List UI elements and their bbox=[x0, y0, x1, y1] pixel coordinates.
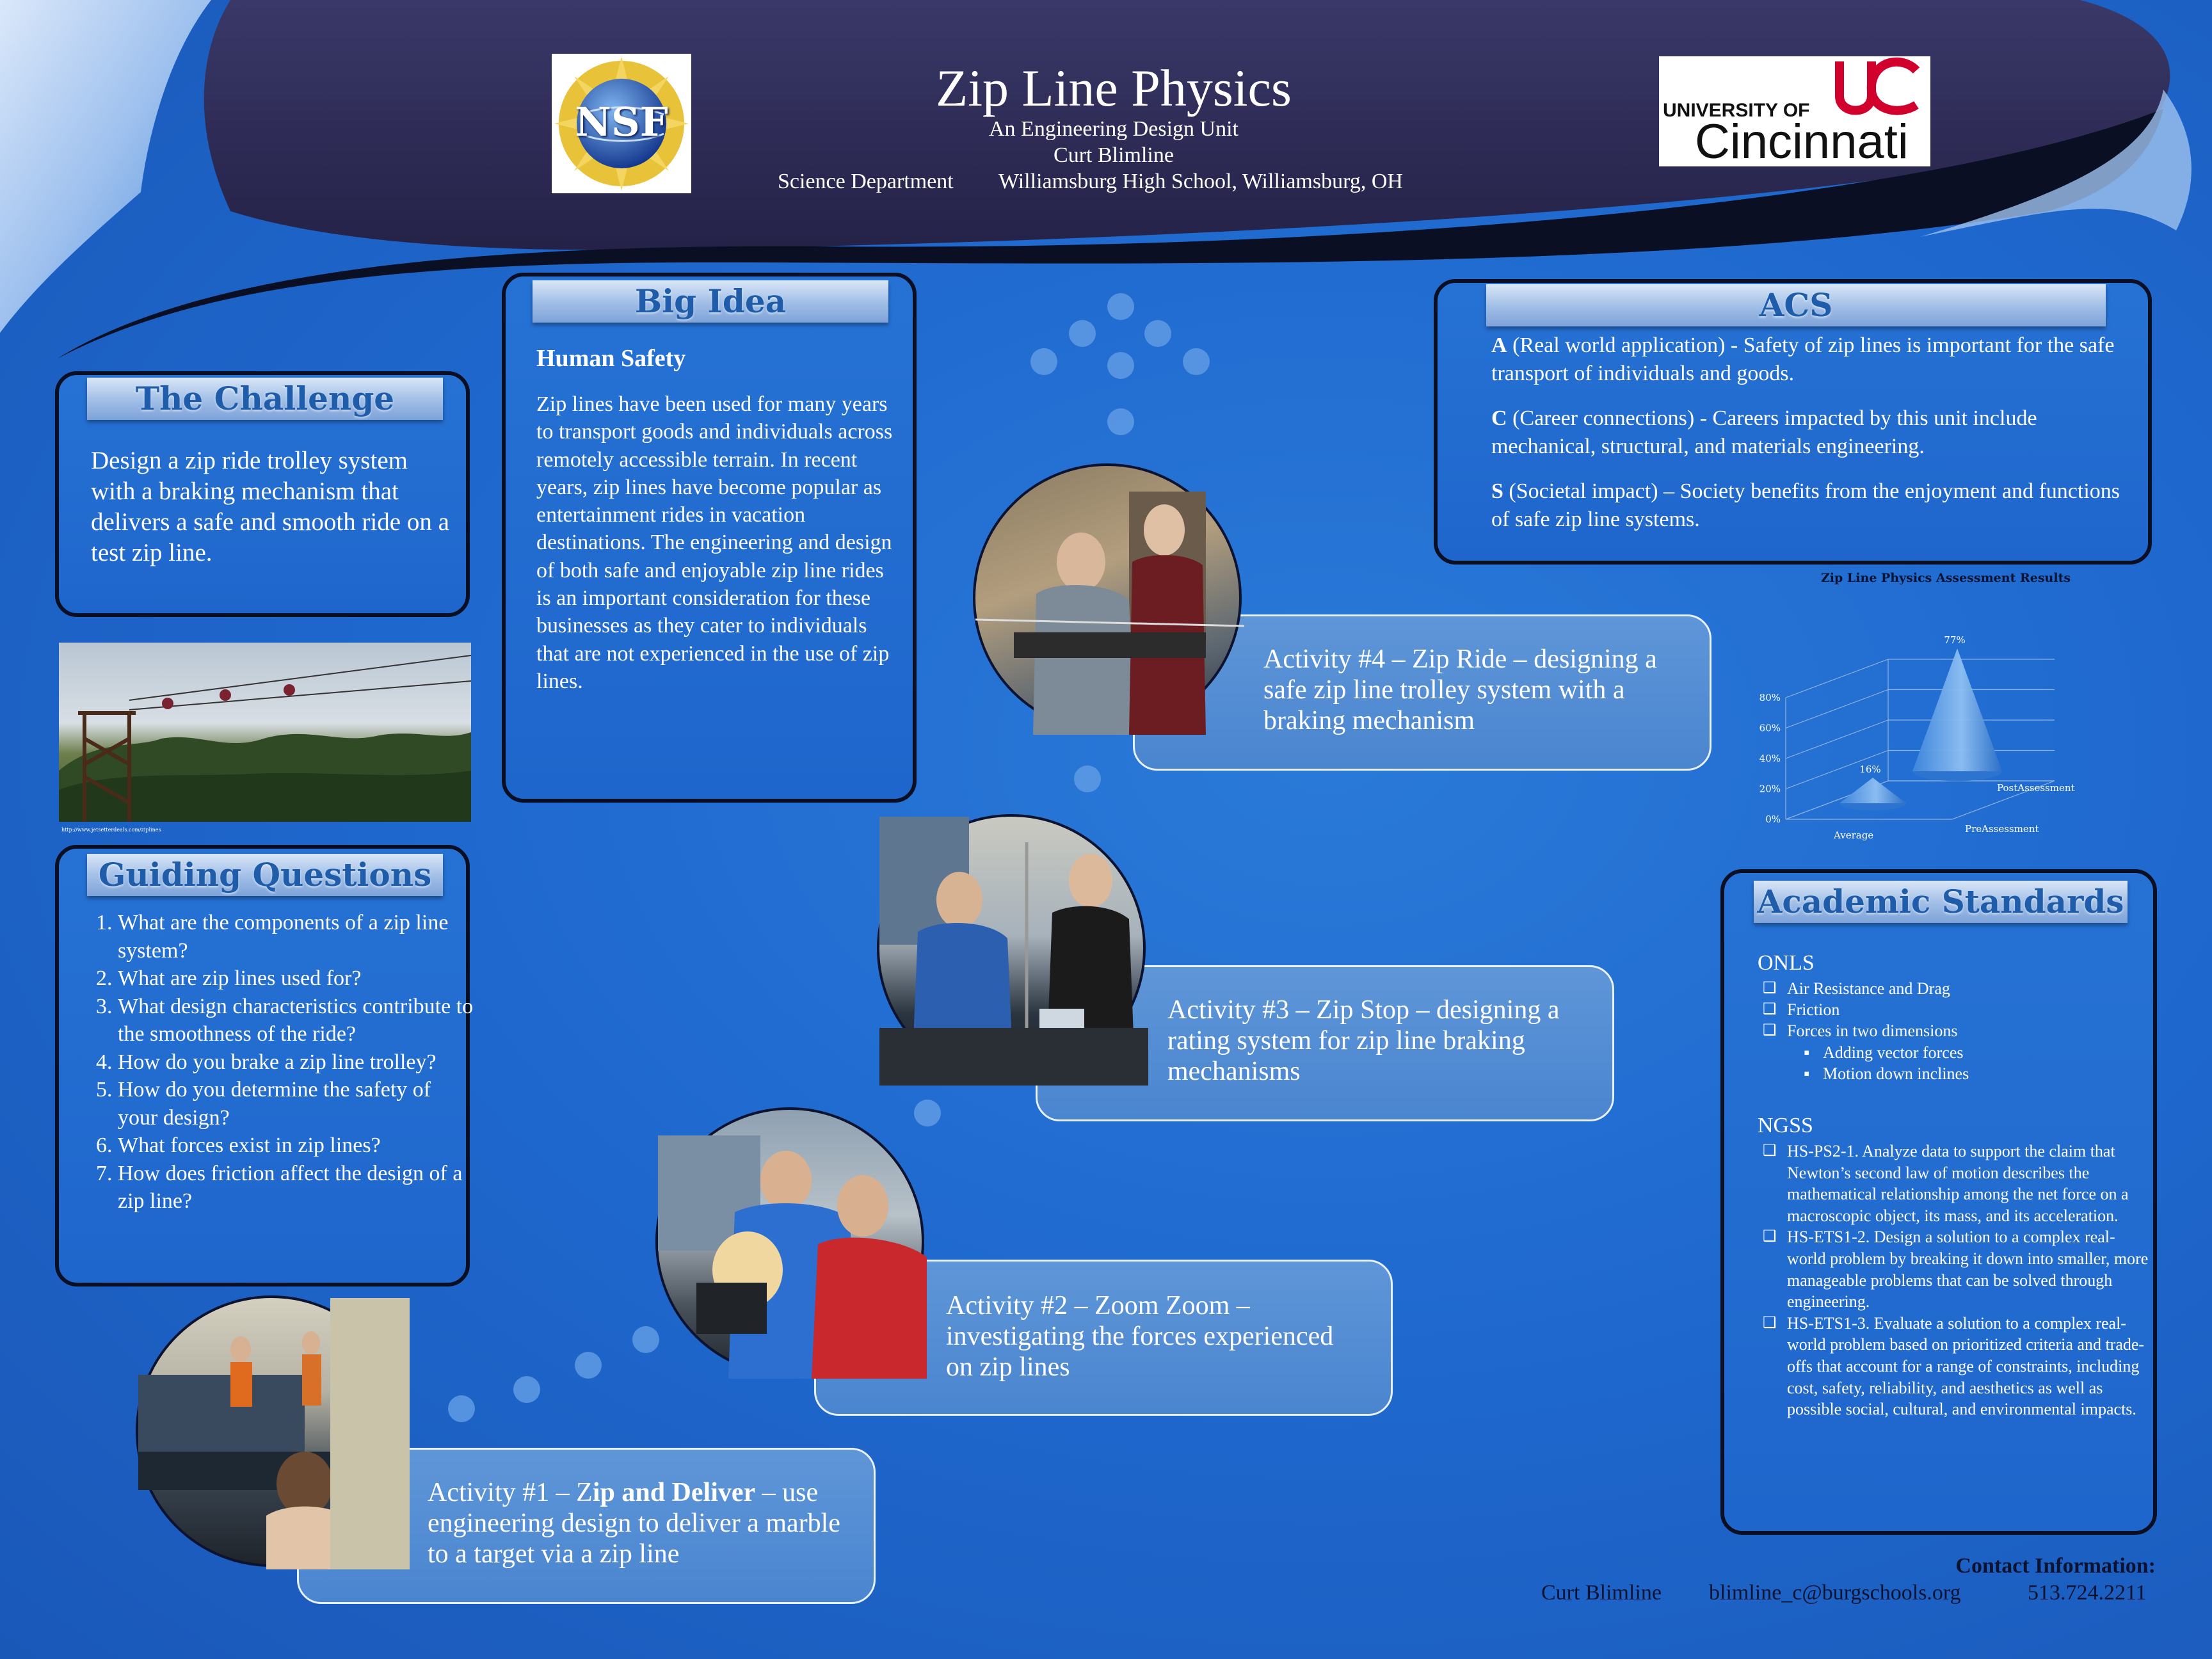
decor-dot bbox=[1107, 293, 1134, 320]
guiding-question: 2. What are zip lines used for? bbox=[118, 965, 475, 993]
onls-heading: ONLS bbox=[1758, 951, 1815, 975]
poster-subtitle: An Engineering Design Unit bbox=[989, 117, 1238, 141]
activity-4-text: Activity #4 – Zip Ride – designing a safe zip line trolley system with a braking mechanism bbox=[1263, 645, 1657, 735]
decor-dot bbox=[1144, 320, 1171, 347]
challenge-body: Design a zip ride trolley system with a braking mechanism that delivers a safe and smooth ride on a test zip line. bbox=[91, 447, 449, 566]
students-photo-icon bbox=[879, 817, 1148, 1086]
chart-category-label: PostAssessment bbox=[1997, 782, 2075, 794]
guiding-question: 4. How do you brake a zip line trolley? bbox=[118, 1048, 475, 1077]
decor-dot bbox=[1069, 320, 1096, 347]
decor-dot bbox=[1074, 765, 1101, 792]
activity-1-desc: use engineering design to deliver a marble to a target via a zip line bbox=[428, 1478, 840, 1569]
guiding-question: 5. How do you determine the safety of your design? bbox=[118, 1076, 475, 1132]
contact-name: Curt Blimline bbox=[1541, 1581, 1662, 1605]
onls-item: ❑ Forces in two dimensions bbox=[1787, 1020, 2145, 1041]
decor-dot bbox=[1107, 408, 1134, 435]
poster-title: Zip Line Physics bbox=[936, 59, 1292, 117]
classroom-photo-icon bbox=[138, 1298, 410, 1569]
activity-1-label: Activity #1 – Z bbox=[428, 1478, 593, 1507]
activity-2-photo bbox=[655, 1107, 924, 1376]
uc-logo-bottom: Cincinnati bbox=[1695, 115, 1909, 169]
decor-dot bbox=[1107, 352, 1134, 379]
contact-email[interactable]: blimline_c@burgschools.org bbox=[1709, 1581, 1961, 1605]
activity-1-photo bbox=[136, 1295, 407, 1567]
guiding-question: 1. What are the components of a zip line system? bbox=[118, 909, 475, 965]
students-photo-icon bbox=[658, 1110, 927, 1379]
big-idea-heading: Human Safety bbox=[536, 345, 686, 372]
activity-3-photo bbox=[877, 814, 1146, 1083]
ngss-list bbox=[1761, 1141, 2152, 1420]
acs-text: (Career connections) - Careers impacted by this unit include mechanical, structural, and materials engineering. bbox=[1491, 406, 2037, 458]
chart-category-label: PreAssessment bbox=[1965, 823, 2039, 835]
activity-1-name: ip and Deliver bbox=[592, 1478, 756, 1507]
acs-title: ACS bbox=[1486, 284, 2106, 326]
activity-2-text: Activity #2 – Zoom Zoom – investigating the forces experienced on zip lines bbox=[946, 1291, 1334, 1382]
guiding-question: 7. How does friction affect the design of a zip line? bbox=[118, 1160, 475, 1215]
chart-ytick-label: 60% bbox=[1759, 722, 1781, 734]
onls-sublist bbox=[1797, 1042, 2143, 1084]
chart-ytick-label: 40% bbox=[1759, 753, 1781, 764]
zipline-photo-caption: http://www.jetsetterdeals.com/ziplines bbox=[61, 827, 161, 833]
poster-school: Williamsburg High School, Williamsburg, OH bbox=[998, 170, 1403, 193]
onls-item: ❑ Friction bbox=[1787, 999, 2145, 1020]
activity-4-photo bbox=[973, 463, 1242, 732]
challenge-title: The Challenge bbox=[87, 378, 443, 420]
decor-dot bbox=[1030, 348, 1057, 375]
big-idea-body: Zip lines have been used for many years to transport goods and individuals across remotely accessible terrain. In recent years, zip lines have become popular as entertainment rides in vacation destinations. The engineering and design of both safe and enjoyable zip line rides is an important consideration for these businesses as they cater to individuals that are not experienced in the use of zip lines. bbox=[536, 392, 893, 693]
onls-subitem: ▪ Adding vector forces bbox=[1823, 1042, 2143, 1063]
onls-list bbox=[1761, 978, 2145, 1041]
ngss-item: ❑ HS-ETS1-2. Design a solution to a complex real-world problem by breaking it down into smaller, more manageable problems that can be solved through engineering. bbox=[1787, 1226, 2152, 1312]
guiding-list bbox=[91, 909, 475, 1215]
decor-dot bbox=[575, 1352, 602, 1379]
poster-department: Science Department bbox=[778, 170, 954, 193]
acs-item bbox=[1491, 405, 2131, 461]
poster-author: Curt Blimline bbox=[1054, 143, 1174, 167]
acs-letter: A bbox=[1491, 333, 1507, 357]
acs-item bbox=[1491, 477, 2131, 534]
assessment-chart bbox=[1728, 595, 2176, 851]
activity-3-text: Activity #3 – Zip Stop – designing a rating system for zip line braking mechanisms bbox=[1167, 995, 1560, 1086]
decor-dot bbox=[1183, 348, 1210, 375]
acs-text: (Real world application) - Safety of zip lines is important for the safe transport of individuals and goods. bbox=[1491, 333, 2115, 385]
chart-cone bbox=[1839, 778, 1906, 803]
guiding-question: 6. What forces exist in zip lines? bbox=[118, 1132, 475, 1160]
guiding-question: 3. What design characteristics contribute to the smoothness of the ride? bbox=[118, 993, 475, 1048]
chart-value-label: 16% bbox=[1859, 764, 1881, 776]
chart-gridline bbox=[1786, 659, 2055, 698]
contact-heading: Contact Information: bbox=[1955, 1554, 2156, 1578]
uc-logo bbox=[1659, 56, 1930, 169]
activity-1-dash: – bbox=[755, 1478, 776, 1507]
zipline-photo bbox=[59, 643, 471, 833]
decor-dot bbox=[513, 1376, 540, 1403]
zipline-scene bbox=[59, 643, 471, 822]
uc-logo-top: UNIVERSITY OF bbox=[1663, 100, 1810, 121]
acs-item bbox=[1491, 332, 2131, 388]
chart-cone bbox=[1912, 648, 2002, 771]
chart-ytick-label: 20% bbox=[1759, 783, 1781, 795]
chart-ytick-label: 0% bbox=[1765, 813, 1781, 825]
chart-title: Zip Line Physics Assessment Results bbox=[1820, 571, 2071, 585]
guiding-title: Guiding Questions bbox=[87, 854, 443, 896]
ngss-heading: NGSS bbox=[1758, 1114, 1813, 1137]
activity-1-text bbox=[428, 1477, 856, 1569]
acs-letter: S bbox=[1491, 479, 1503, 503]
chart-ytick-label: 80% bbox=[1759, 692, 1781, 703]
nsf-logo-text: NSF bbox=[575, 99, 668, 145]
chart-value-label: 77% bbox=[1944, 634, 1966, 646]
chart-series-label: Average bbox=[1834, 830, 1874, 841]
contact-phone: 513.724.2211 bbox=[2028, 1581, 2147, 1605]
ngss-item: ❑ HS-ETS1-3. Evaluate a solution to a complex real-world problem based on prioritized criteria and trade-offs that account for a range of constraints, including cost, safety, reliability, and aesthetics as well as possible social, cultural, and environmental impacts. bbox=[1787, 1313, 2152, 1420]
ngss-item: ❑ HS-PS2-1. Analyze data to support the claim that Newton’s second law of motion describes the mathematical relationship among the net force on a macroscopic object, its mass, and its acceleration. bbox=[1787, 1141, 2152, 1226]
acs-text: (Societal impact) – Society benefits from the enjoyment and functions of safe zip line systems. bbox=[1491, 479, 2120, 531]
students-photo-icon bbox=[975, 466, 1244, 735]
standards-title: Academic Standards bbox=[1754, 881, 2128, 923]
decor-dot bbox=[632, 1326, 659, 1353]
decor-dot bbox=[448, 1395, 475, 1422]
acs-letter: C bbox=[1491, 406, 1507, 430]
chart-gridline bbox=[1786, 690, 2055, 728]
big-idea-title: Big Idea bbox=[533, 280, 888, 323]
onls-item: ❑ Air Resistance and Drag bbox=[1787, 978, 2145, 999]
onls-subitem: ▪ Motion down inclines bbox=[1823, 1063, 2143, 1084]
